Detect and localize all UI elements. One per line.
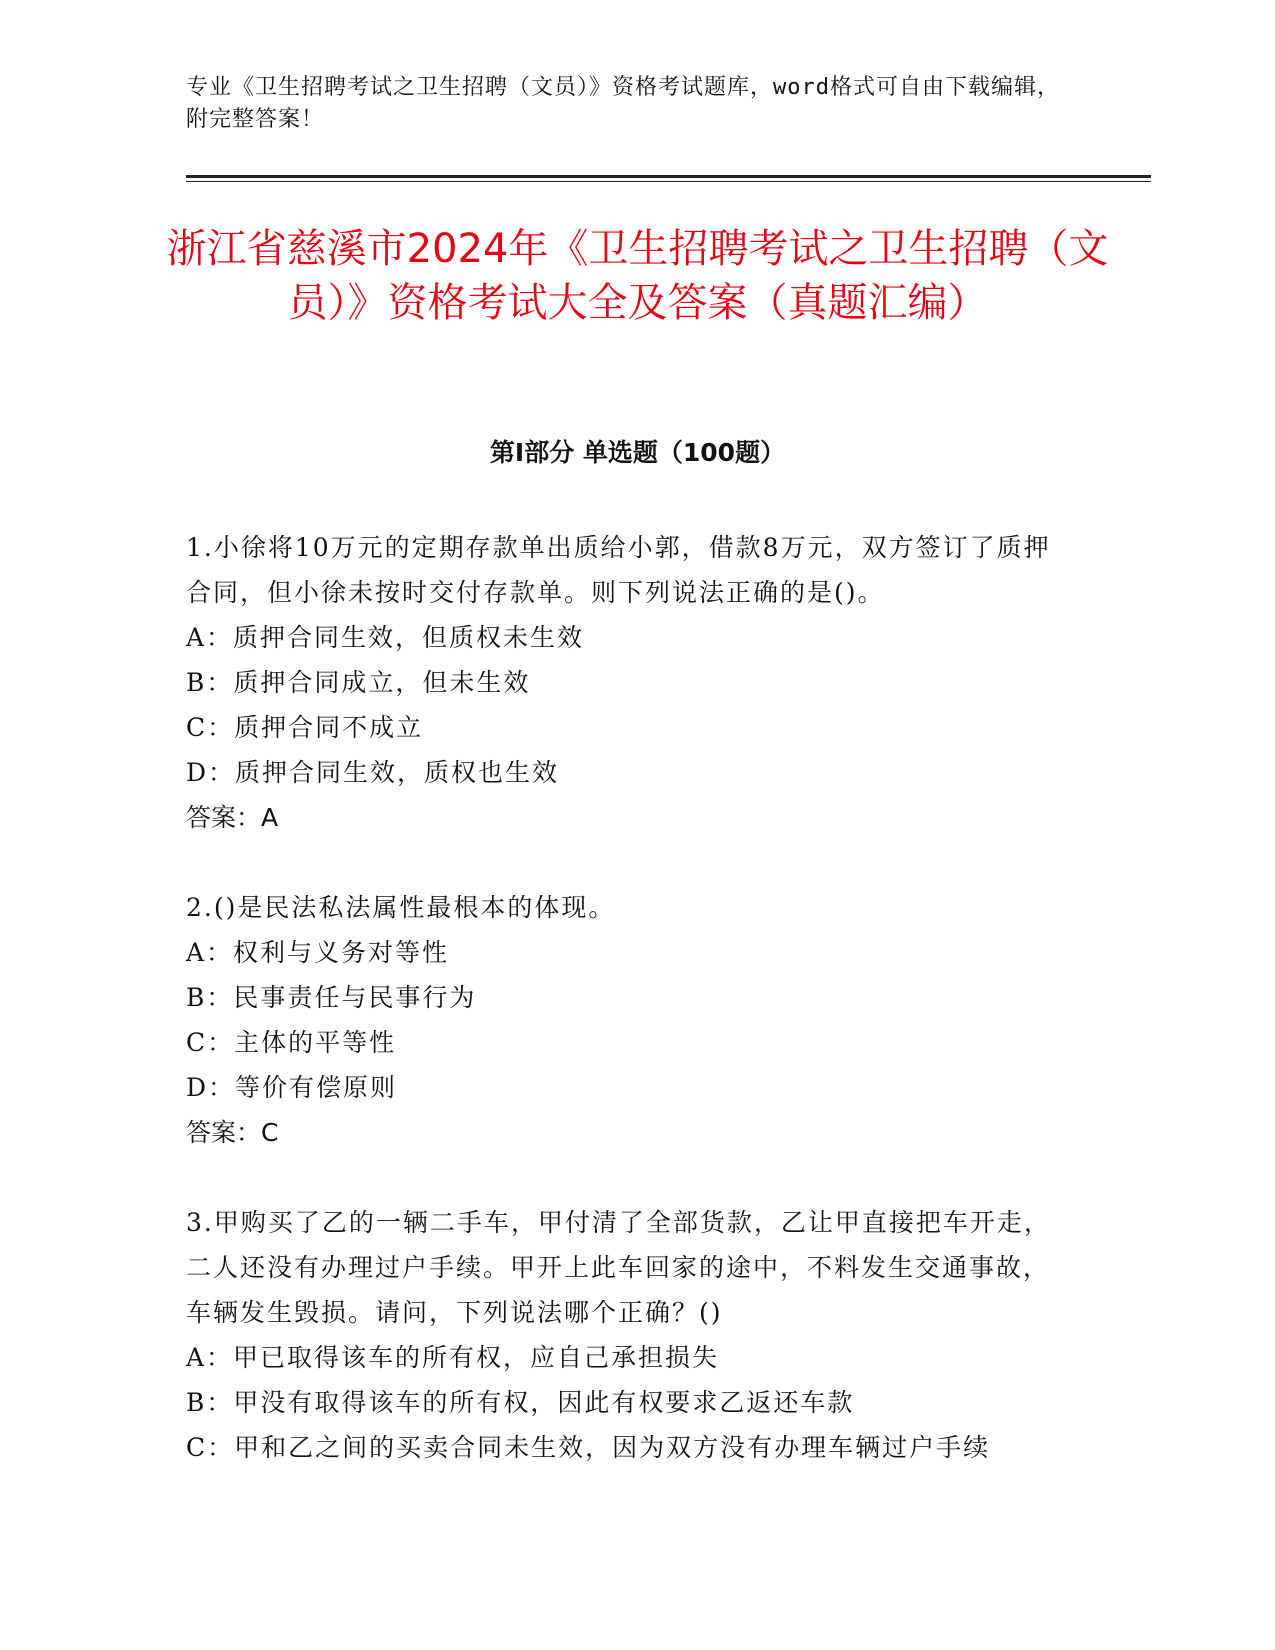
header-rule-thin	[186, 181, 1151, 182]
header-rule-thick	[186, 175, 1151, 178]
question-1	[186, 525, 1066, 840]
question-2	[186, 885, 1066, 1155]
header-note: 专业《卫生招聘考试之卫生招聘（文员）》资格考试题库，word格式可自由下载编辑，附完整答案！	[186, 75, 1060, 132]
option-b: B：民事责任与民事行为	[186, 983, 477, 1012]
option-b: B：甲没有取得该车的所有权，因此有权要求乙返还车款	[186, 1388, 855, 1417]
section-heading: 第Ⅰ部分 单选题（100题）	[489, 438, 786, 467]
question-3	[186, 1200, 1066, 1470]
option-c: C：主体的平等性	[186, 1028, 397, 1057]
question-stem: 3.甲购买了乙的一辆二手车，甲付清了全部货款，乙让甲直接把车开走，二人还没有办理过户手续。甲开上此车回家的途中，不料发生交通事故，车辆发生毁损。请问，下列说法哪个正确？()	[186, 1208, 1051, 1327]
option-a: A：权利与义务对等性	[186, 938, 450, 967]
option-a: A：甲已取得该车的所有权，应自己承担损失	[186, 1343, 720, 1372]
answer-line: 答案：C	[186, 1118, 279, 1147]
option-a: A：质押合同生效，但质权未生效	[186, 623, 585, 652]
option-c: C：质押合同不成立	[186, 713, 424, 742]
option-d: D：质押合同生效，质权也生效	[186, 758, 560, 787]
option-b: B：质押合同成立，但未生效	[186, 668, 531, 697]
document-title: 浙江省慈溪市2024年《卫生招聘考试之卫生招聘（文员）》资格考试大全及答案（真题汇编）	[166, 226, 1109, 326]
option-d: D：等价有偿原则	[186, 1073, 398, 1102]
option-c: C：甲和乙之间的买卖合同未生效，因为双方没有办理车辆过户手续	[186, 1433, 991, 1462]
question-stem: 2.()是民法私法属性最根本的体现。	[186, 893, 616, 922]
question-list	[186, 525, 1066, 1515]
answer-line: 答案：A	[186, 803, 279, 832]
question-stem: 1.小徐将10万元的定期存款单出质给小郭，借款8万元，双方签订了质押合同，但小徐未按时交付存款单。则下列说法正确的是()。	[186, 533, 1051, 607]
